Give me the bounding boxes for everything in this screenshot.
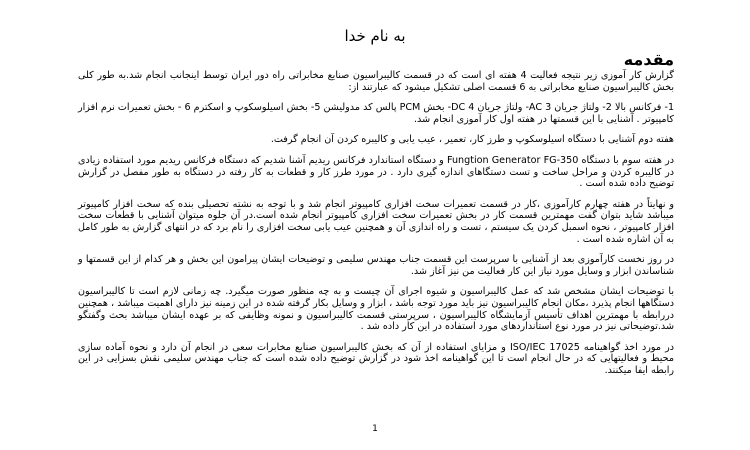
paragraph: با توضیحات ایشان مشخص شد که عمل کالیبراسیون و شیوه اجرای آن چیست و به چه منظور صورت میگیرد. چه زمانی لازم است تا کالیبراسیون دستگاهها انجام پذیرد ،مکان انجام کالیبراسیون نیز باید مورد توجه باشد ، ابزار و وسایل بکار گرفته شده در این زمینه نیز دارای اهمیت میباشد ، همچنین دررابطه با مهمترین اهداف تأسیس آزمایشگاه کالیبراسیون ، سرپرستی قسمت کالیبراسیون و نمونه وظایفی که بر عهده ایشان میباشد بحث وگفتگو شد.توضیحاتی نیز در مورد نوع استانداردهای مورد استفاده در این کار داده شد . [78, 286, 674, 333]
paragraph: در هفته سوم با دستگاه Fungtion Generator FG-350 و دستگاه استاندارد فرکانس ریدیم آشنا شدیم که دستگاه فرکانس ریدیم مورد استفاده زیادی در کالیبره کردن و مراحل ساخت و تست دستگاهای اندازه گیری دارد . در مورد طرز کار و قطعات به کار رفته در دستگاه به طور مفصل در گزارش توضیح داده شده است . [78, 154, 674, 190]
paragraph: در روز نخست کارآموزی بعد از آشنایی با سرپرست این قسمت جناب مهندس سلیمی و توضیحات ایشان پیرامون این بخش و هر کدام از این قسمتها و شناساندن ابزار و وسایل مورد نیاز این کار فعالیت من نیز آغاز شد. [78, 254, 674, 277]
paragraph: هفته دوم آشنایی با دستگاه اسیلوسکوپ و طرز کار، تعمیر ، عیب یابی و کالیبره کردن آن انجام گرفت. [270, 134, 674, 146]
paragraph: گزارش کار آموزی زیر نتیجه فعالیت 4 هفته ای است که در قسمت کالیبراسیون صنایع مخابراتی راه دور ایران توسط اینجانب انجام شد.به طور کلی بخش کالیبراسیون صنایع مخابراتی به 6 قسمت اصلی تشکیل میشود که عبارتند از: [78, 70, 674, 93]
paragraph: در مورد اخذ گواهینامه ISO/IEC 17025 و مزایای استفاده از آن که بخش کالیبراسیون صنایع مخابرات سعی در انجام آن دارد و نحوه آماده سازی محیط و فعالیتهایی که در حال انجام است تا این گواهینامه اخذ شود در گزارش توضیح داده شده است که جناب مهندس سلیمی نقش بسزایی در این رابطه ایفا میکنند. [78, 341, 674, 376]
body-text [78, 70, 674, 385]
paragraph: 1- فرکانس بالا 2- ولتاژ جریان AC 3- ولتاژ جریان DC 4- بخش PCM پالس کد مدولیشن 5- بخش اسیلوسکوپ و اسکترم 6 - بخش تعمیرات نرم افزار کامپیوتر . آشنایی با این قسمتها در هفته اول کار آموزی انجام شد. [78, 102, 675, 125]
page-title: به نام خدا [344, 27, 406, 45]
section-heading: مقدمه [623, 50, 674, 69]
paragraph: و نهایتاً در هفته چهارم کارآموزی ،کار در قسمت تعمیرات سخت افزاری کامپیوتر انجام شد و با توجه به نشته تحصیلی بنده که سخت افزار کامپیوتر میباشد شاید بتوان گفت مهمترین قسمت کار در بخش تعمیرات سخت افزاری کامپیوتر انجام شده است.در آن جلوه میتوان آشنایی با قطعات سخت افزار کامپیوتر ، نحوه اسمبل کردن یک سیستم ، تست و راه اندازی آن و همچنین عیب یابی سخت افزاری را نام برد که در انتهای گزارش به طور کامل به آن اشاره شده است . [78, 198, 674, 245]
page-number: 1 [372, 424, 378, 434]
